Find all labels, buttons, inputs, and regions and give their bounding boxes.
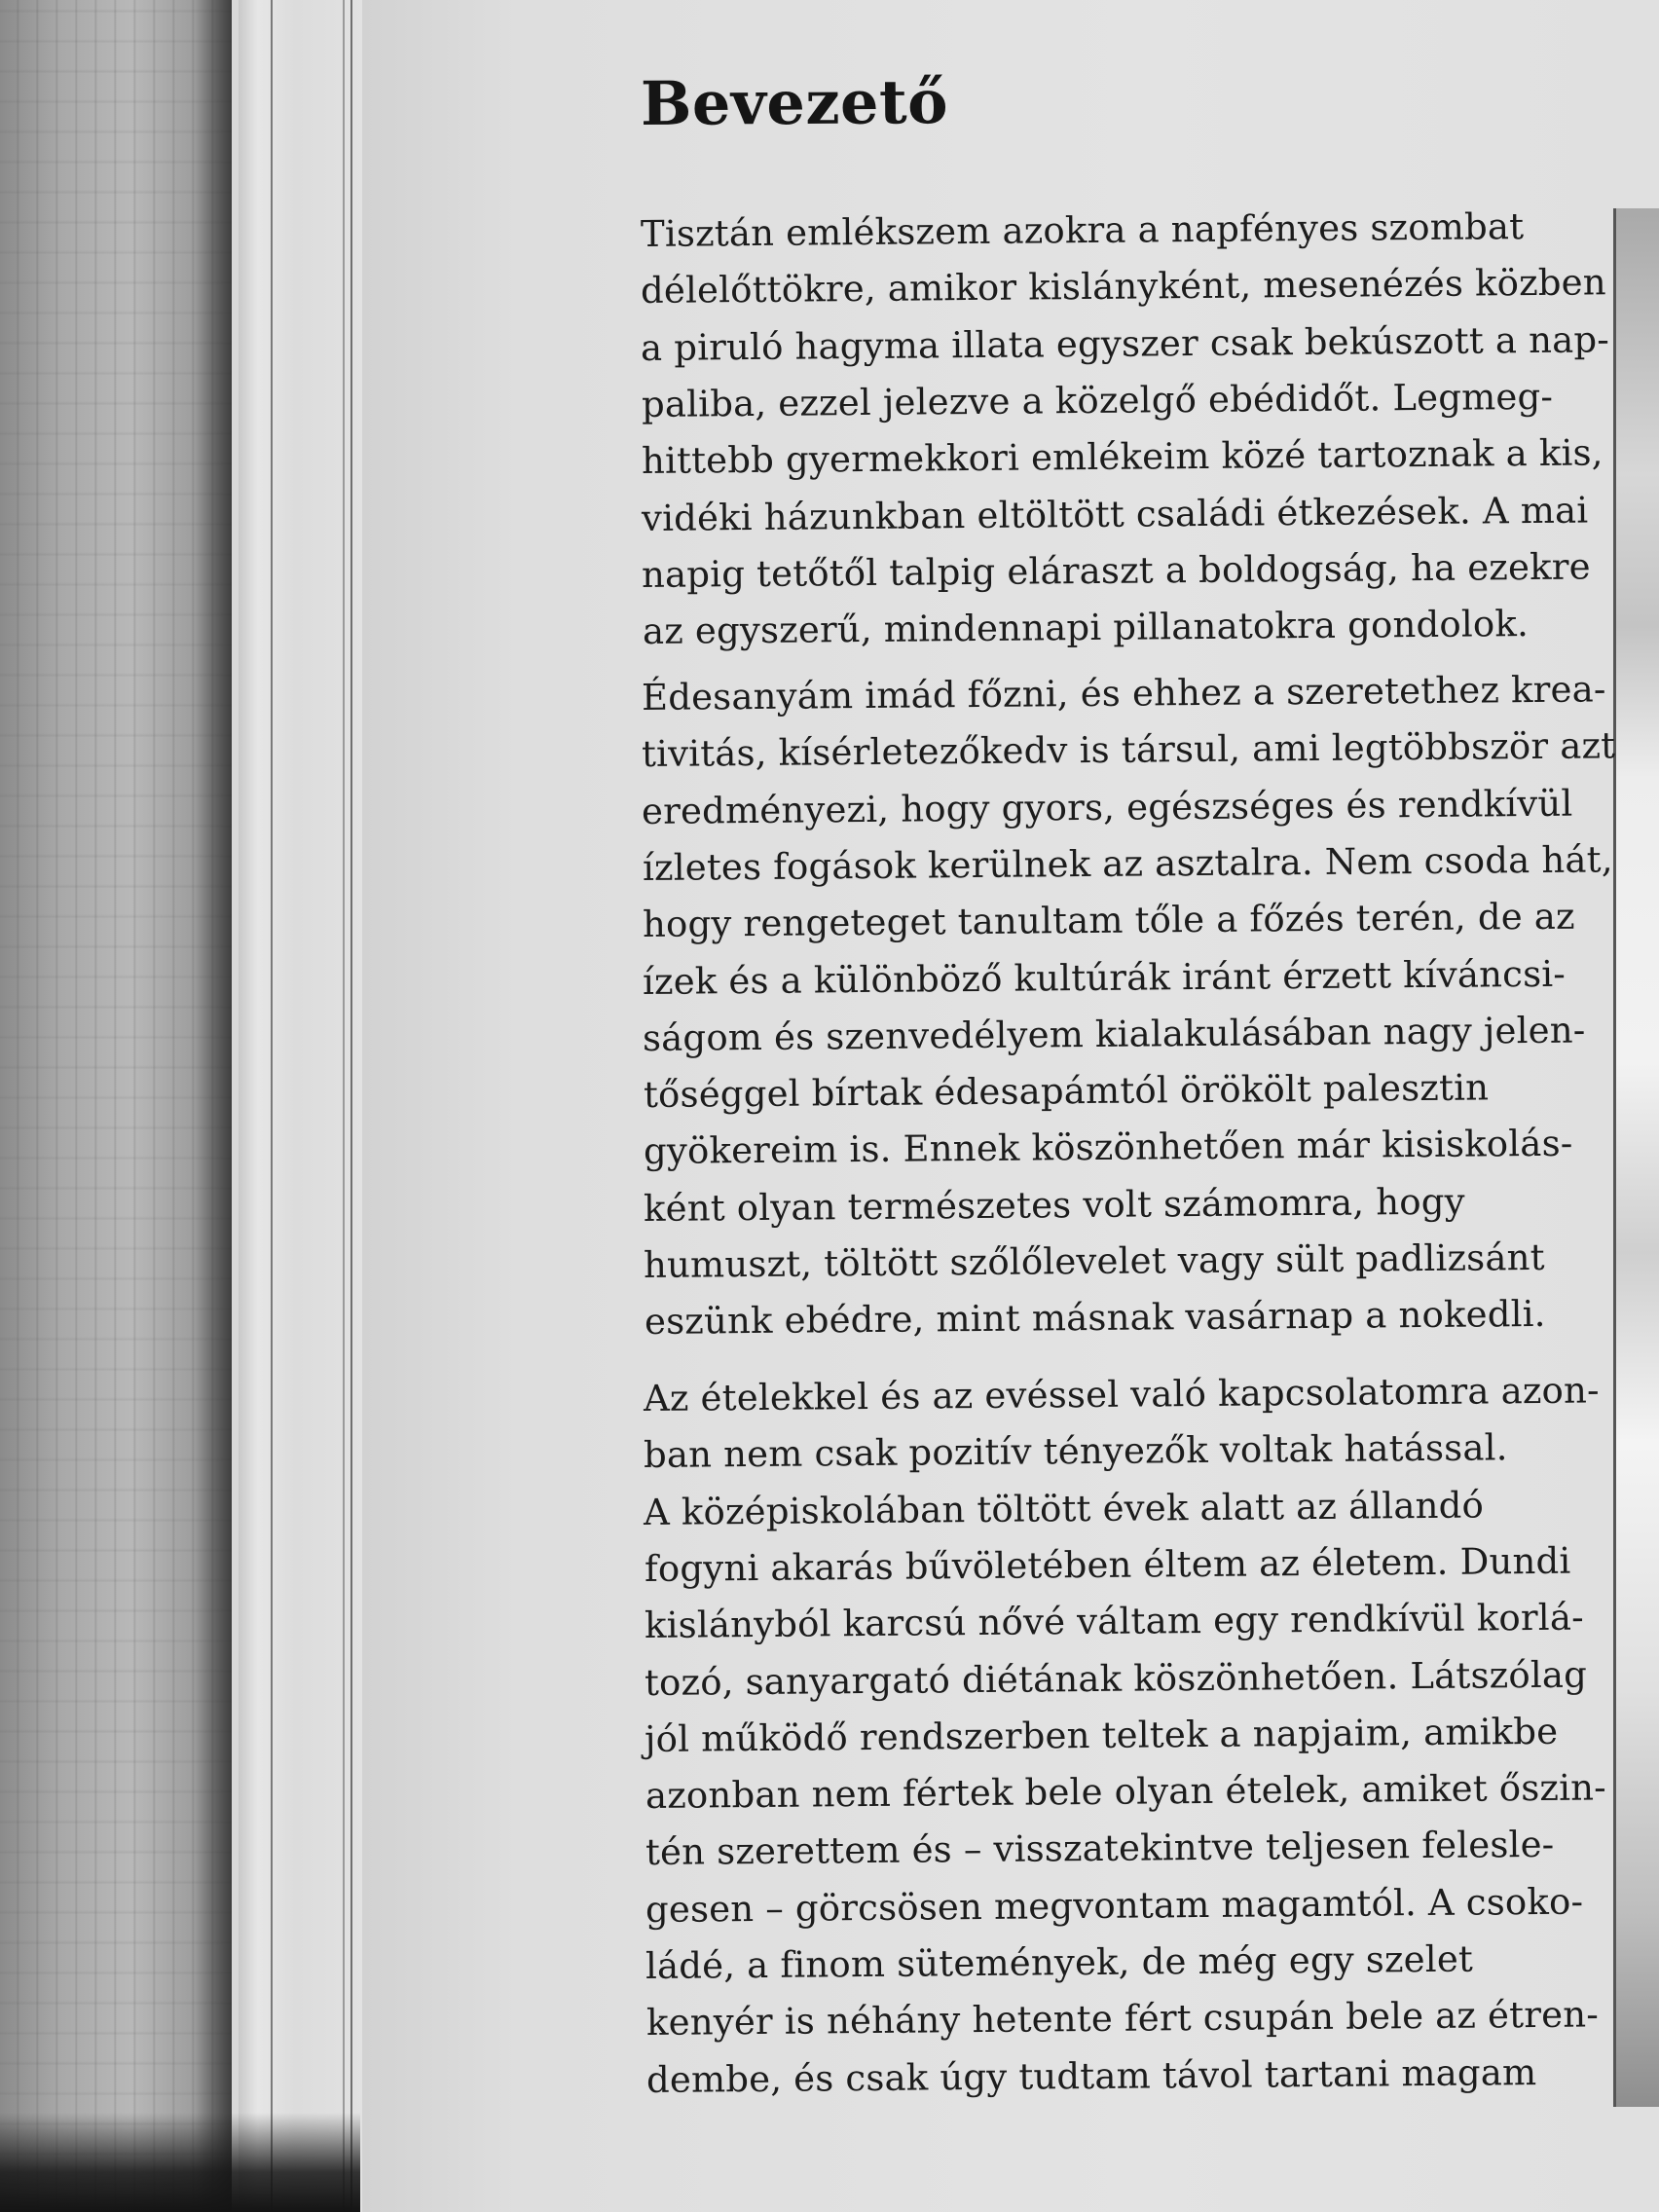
photo-edge bbox=[1613, 208, 1659, 2107]
page-edge-line bbox=[343, 0, 345, 2212]
text-line: tén szerettem és – visszatekintve teljesen felesle- bbox=[645, 1824, 1555, 1874]
page-stack bbox=[239, 0, 365, 2212]
text-line: ízletes fogások kerülnek az asztalra. Nem csoda hát, bbox=[642, 838, 1613, 889]
text-line: tivitás, kísérletezőkedv is társul, ami legtöbbször azt bbox=[642, 724, 1616, 776]
text-line: tozó, sanyargató diétának köszönhetően. Látszólag bbox=[645, 1653, 1588, 1704]
text-line: jól működő rendszerben teltek a napjaim, amikbe bbox=[645, 1710, 1559, 1760]
page-edge-line bbox=[271, 0, 273, 2212]
text-line: kenyér is néhány hetente fért csupán bele az étren- bbox=[645, 1993, 1599, 2045]
text-line: azonban nem fértek bele olyan ételek, amiket őszin- bbox=[645, 1766, 1606, 1818]
text-line: hogy rengeteget tanultam tőle a főzés terén, de az bbox=[642, 895, 1575, 946]
text-line: Tisztán emlékszem azokra a napfényes szombat bbox=[640, 205, 1525, 255]
text-line: Édesanyám imád főzni, és ehhez a szeretethez krea- bbox=[641, 668, 1606, 719]
text-line: hittebb gyermekkori emlékeim közé tartoznak a kis, bbox=[641, 431, 1604, 483]
text-line: eredményezi, hogy gyors, egészséges és rendkívül bbox=[642, 782, 1574, 832]
text-line: ként olyan természetes volt számomra, hogy bbox=[644, 1180, 1466, 1230]
page-title: Bevezető bbox=[640, 66, 949, 139]
text-line: ságom és szenvedélyem kialakulásában nagy jelen- bbox=[643, 1009, 1587, 1059]
text-line: eszünk ebédre, mint másnak vasárnap a nokedli. bbox=[644, 1293, 1546, 1344]
text-line: vidéki házunkban eltöltött családi étkezések. A mai bbox=[642, 489, 1589, 539]
text-line: ládé, a finom sütemények, de még egy szelet bbox=[645, 1937, 1474, 1987]
text-line: A középiskolában töltött évek alatt az állandó bbox=[644, 1484, 1485, 1533]
text-line: ízek és a különböző kultúrák iránt érzett kíváncsi- bbox=[643, 952, 1567, 1003]
text-line: gyökereim is. Ennek köszönhetően már kisiskolás- bbox=[643, 1123, 1573, 1173]
text-line: tőséggel bírtak édesapámtól örökölt palesztin bbox=[643, 1066, 1490, 1117]
text-line: napig tetőtől talpig eláraszt a boldogság, ha ezekre bbox=[642, 545, 1592, 596]
text-line: gesen – görcsösen megvontam magamtól. A csoko- bbox=[645, 1880, 1584, 1931]
text-line: Az ételekkel és az evéssel való kapcsolatomra azon- bbox=[643, 1369, 1600, 1419]
text-line: paliba, ezzel jelezve a közelgő ebédidőt. Legmeg- bbox=[641, 375, 1554, 425]
text-line: délelőttökre, amikor kislányként, mesenézés közben bbox=[641, 261, 1607, 313]
text-line: a piruló hagyma illata egyszer csak bekúszott a nap- bbox=[641, 317, 1610, 369]
text-line: ban nem csak pozitív tényezők voltak hatással. bbox=[644, 1426, 1509, 1477]
text-line: humuszt, töltött szőlőlevelet vagy sült padlizsánt bbox=[644, 1235, 1546, 1286]
text-line: az egyszerű, mindennapi pillanatokra gondolok. bbox=[642, 603, 1529, 653]
text-line: dembe, és csak úgy tudtam távol tartani magam bbox=[645, 2050, 1537, 2101]
dark-corner bbox=[0, 2113, 360, 2212]
text-line: fogyni akarás bűvöletében éltem az életem. Dundi bbox=[644, 1539, 1571, 1590]
page-edge-line bbox=[350, 0, 352, 2212]
text-line: kislányból karcsú nővé váltam egy rendkívül korlá- bbox=[644, 1596, 1584, 1647]
